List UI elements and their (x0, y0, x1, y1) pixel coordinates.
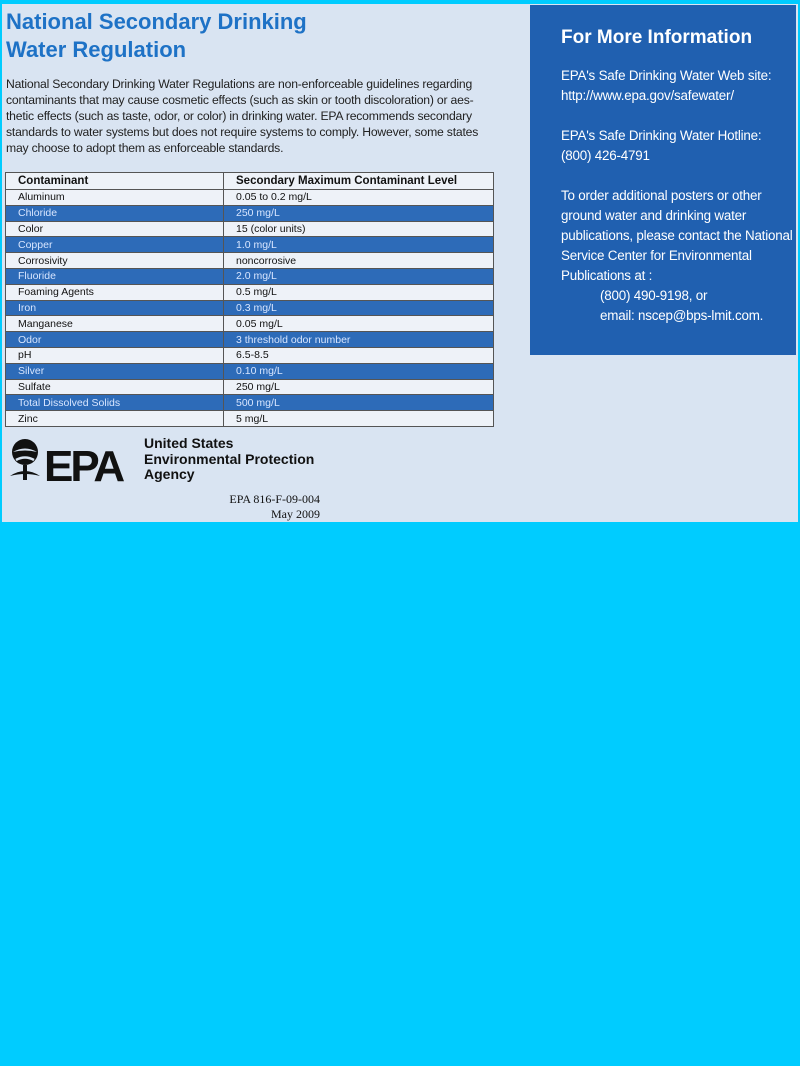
contaminant-cell: Silver (6, 363, 224, 379)
nscep-phone: (800) 490-9198, or (600, 288, 708, 303)
contaminant-cell: Aluminum (6, 190, 224, 206)
level-cell: 5 mg/L (224, 411, 494, 427)
website-label: EPA's Safe Drinking Water Web site: (561, 68, 772, 83)
website-info (561, 66, 796, 106)
level-cell: 0.5 mg/L (224, 284, 494, 300)
hotline-info (561, 126, 796, 166)
agency-line-2: Environmental Protection (144, 450, 315, 467)
level-cell: 2.0 mg/L (224, 268, 494, 284)
table-header-row (6, 173, 494, 190)
table-row (6, 300, 494, 316)
contaminant-cell: Copper (6, 237, 224, 253)
agency-line-1: United States (144, 435, 234, 451)
table-row (6, 253, 494, 269)
level-cell: 1.0 mg/L (224, 237, 494, 253)
agency-name (144, 436, 314, 483)
table-row (6, 363, 494, 379)
table-row (6, 268, 494, 284)
table-row (6, 205, 494, 221)
header-level: Secondary Maximum Contaminant Level (224, 173, 494, 190)
contaminant-cell: Manganese (6, 316, 224, 332)
table-row (6, 284, 494, 300)
contaminant-cell: Corrosivity (6, 253, 224, 269)
hotline-label: EPA's Safe Drinking Water Hotline: (561, 128, 762, 143)
contaminant-cell: Odor (6, 332, 224, 348)
contaminant-cell: Zinc (6, 411, 224, 427)
contaminant-cell: Chloride (6, 205, 224, 221)
level-cell: 0.10 mg/L (224, 363, 494, 379)
more-info-box (530, 5, 796, 355)
title-line-2: Water Regulation (6, 37, 187, 62)
level-cell: 3 threshold odor number (224, 332, 494, 348)
order-text: To order additional posters or other ground water and drinking water publications, please contact the National Service Center for Environmental Publications at : (561, 188, 793, 283)
contaminant-cell: Iron (6, 300, 224, 316)
publication-info (202, 492, 320, 522)
contaminant-cell: Color (6, 221, 224, 237)
level-cell: noncorrosive (224, 253, 494, 269)
table-row (6, 221, 494, 237)
table-row (6, 332, 494, 348)
contaminant-table (5, 172, 494, 427)
contaminant-cell: Total Dissolved Solids (6, 395, 224, 411)
publication-number: EPA 816-F-09-004 (229, 492, 320, 506)
page-title (6, 8, 307, 64)
level-cell: 0.05 to 0.2 mg/L (224, 190, 494, 206)
more-info-heading: For More Information (561, 27, 753, 48)
epa-flower-icon (10, 439, 40, 480)
contaminant-cell: Foaming Agents (6, 284, 224, 300)
level-cell: 0.05 mg/L (224, 316, 494, 332)
table-row (6, 237, 494, 253)
contaminant-cell: pH (6, 347, 224, 363)
level-cell: 250 mg/L (224, 205, 494, 221)
contaminant-cell: Fluoride (6, 268, 224, 284)
intro-paragraph: National Secondary Drinking Water Regulations are non-enforceable guidelines regarding contaminants that may cause cosmetic effects (such as skin or tooth discoloration) or aes-thetic effects (such as taste, odor, or color) in drinking water. EPA recommends secondary standards to water systems but does not require systems to comply. However, some states may choose to adopt them as enforceable standards. (6, 77, 479, 155)
table-row (6, 316, 494, 332)
agency-line-3: Agency (144, 466, 195, 482)
table-row (6, 190, 494, 206)
nscep-email[interactable]: email: nscep@bps-lmit.com. (600, 308, 764, 323)
title-line-1: National Secondary Drinking (6, 9, 307, 34)
publication-date: May 2009 (271, 507, 320, 521)
order-info (561, 186, 796, 326)
contaminant-cell: Sulfate (6, 379, 224, 395)
epa-logo-icon (6, 436, 146, 484)
epa-logo-letters: EPA (44, 442, 123, 484)
header-contaminant: Contaminant (6, 173, 224, 190)
table-row (6, 411, 494, 427)
level-cell: 6.5-8.5 (224, 347, 494, 363)
table-row (6, 379, 494, 395)
level-cell: 0.3 mg/L (224, 300, 494, 316)
table-row (6, 347, 494, 363)
website-link[interactable]: http://www.epa.gov/safewater/ (561, 88, 734, 103)
level-cell: 500 mg/L (224, 395, 494, 411)
hotline-phone: (800) 426-4791 (561, 148, 650, 163)
level-cell: 250 mg/L (224, 379, 494, 395)
table-row (6, 395, 494, 411)
level-cell: 15 (color units) (224, 221, 494, 237)
